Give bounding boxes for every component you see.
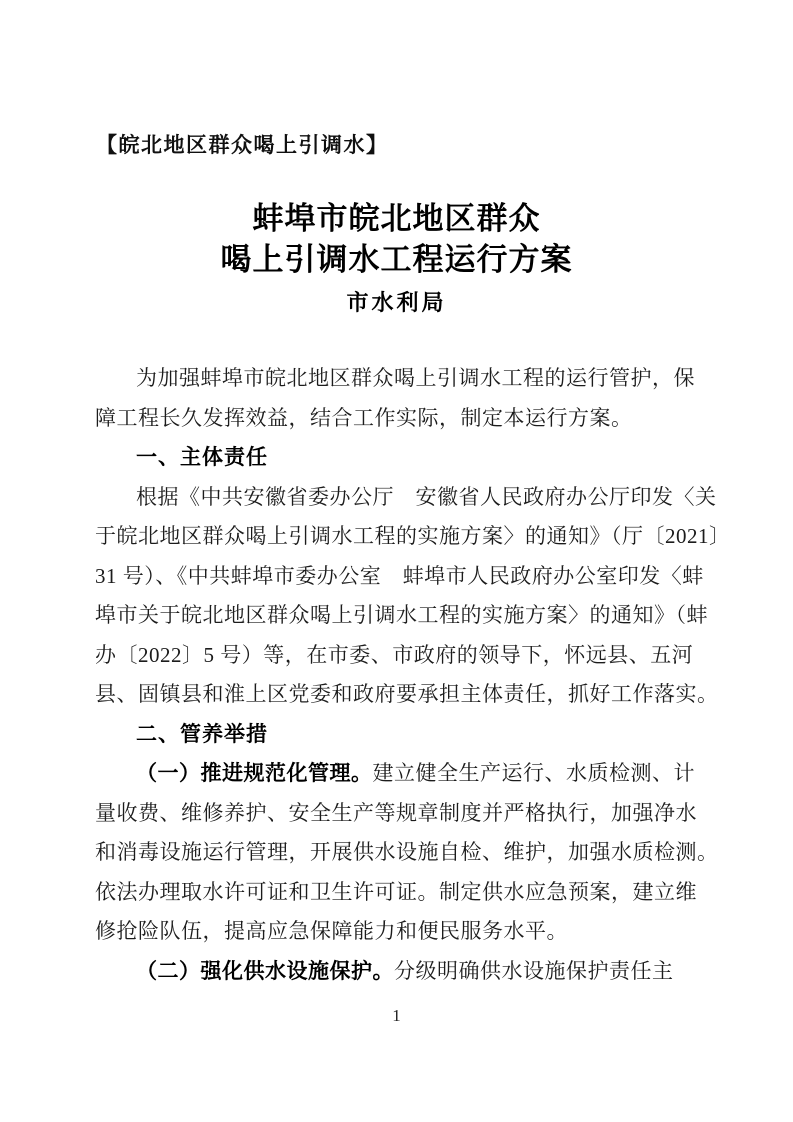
section-heading — [95, 715, 707, 755]
body-line — [95, 359, 707, 399]
body-line — [95, 833, 719, 873]
page-number: 1 — [392, 1006, 401, 1025]
body-line — [95, 952, 707, 992]
bold-text-segment: 一、主体责任 — [136, 446, 268, 469]
text-segment: 修抢险队伍，提高应急保障能力和便民服务水平。 — [95, 919, 568, 943]
text-segment: 31 号）、《中共蚌埠市委办公室 蚌埠市人民政府办公室印发〈蚌 — [95, 563, 704, 588]
document-header-tag: 【皖北地区群众喝上引调水】 — [96, 134, 389, 157]
text-segment: 量收费、维修养护、安全生产等规章制度并严格执行，加强净水 — [95, 800, 697, 825]
document-body — [95, 359, 731, 991]
text-segment: 依法办理取水许可证和卫生许可证。制定供水应急预案，建立维 — [95, 879, 697, 904]
body-line — [95, 517, 731, 557]
body-line — [95, 399, 707, 439]
text-segment: 埠市关于皖北地区群众喝上引调水工程的实施方案〉的通知》（蚌 — [95, 603, 708, 627]
body-line — [95, 794, 707, 834]
document-title — [0, 198, 793, 280]
body-line — [95, 754, 707, 794]
text-segment: 县、固镇县和淮上区党委和政府要承担主体责任，抓好工作落实。 — [95, 682, 719, 706]
body-line — [95, 873, 707, 913]
body-line — [95, 557, 707, 597]
body-line — [95, 478, 717, 518]
body-line — [95, 636, 707, 676]
bold-text-segment: （二）强化供水设施保护。 — [136, 958, 394, 983]
text-segment: 建立健全生产运行、水质检测、计 — [372, 761, 695, 785]
document-title-line2: 喝上引调水工程运行方案 — [220, 242, 573, 277]
body-line — [95, 912, 707, 952]
text-segment: 为加强蚌埠市皖北地区群众喝上引调水工程的运行管护，保 — [136, 366, 695, 390]
document-title-line1: 蚌埠市皖北地区群众 — [252, 201, 541, 236]
body-line — [95, 675, 719, 715]
section-heading — [95, 438, 707, 478]
text-segment: 障工程长久发挥效益，结合工作实际，制定本运行方案。 — [95, 405, 633, 430]
bold-text-segment: （一）推进规范化管理。 — [136, 761, 373, 785]
body-line — [95, 596, 707, 636]
text-segment: 和消毒设施运行管理，开展供水设施自检、维护，加强水质检测。 — [95, 840, 719, 864]
bold-text-segment: 二、管养举措 — [136, 722, 268, 746]
text-segment: 分级明确供水设施保护责任主 — [394, 958, 674, 983]
text-segment: 于皖北地区群众喝上引调水工程的实施方案〉的通知》（厅〔2021〕 — [95, 524, 731, 548]
text-segment: 根据《中共安徽省委办公厅 安徽省人民政府办公厅印发〈关 — [136, 484, 717, 509]
text-segment: 办〔2022〕5 号）等，在市委、市政府的领导下，怀远县、五河 — [95, 642, 694, 667]
document-author: 市水利局 — [346, 290, 447, 315]
